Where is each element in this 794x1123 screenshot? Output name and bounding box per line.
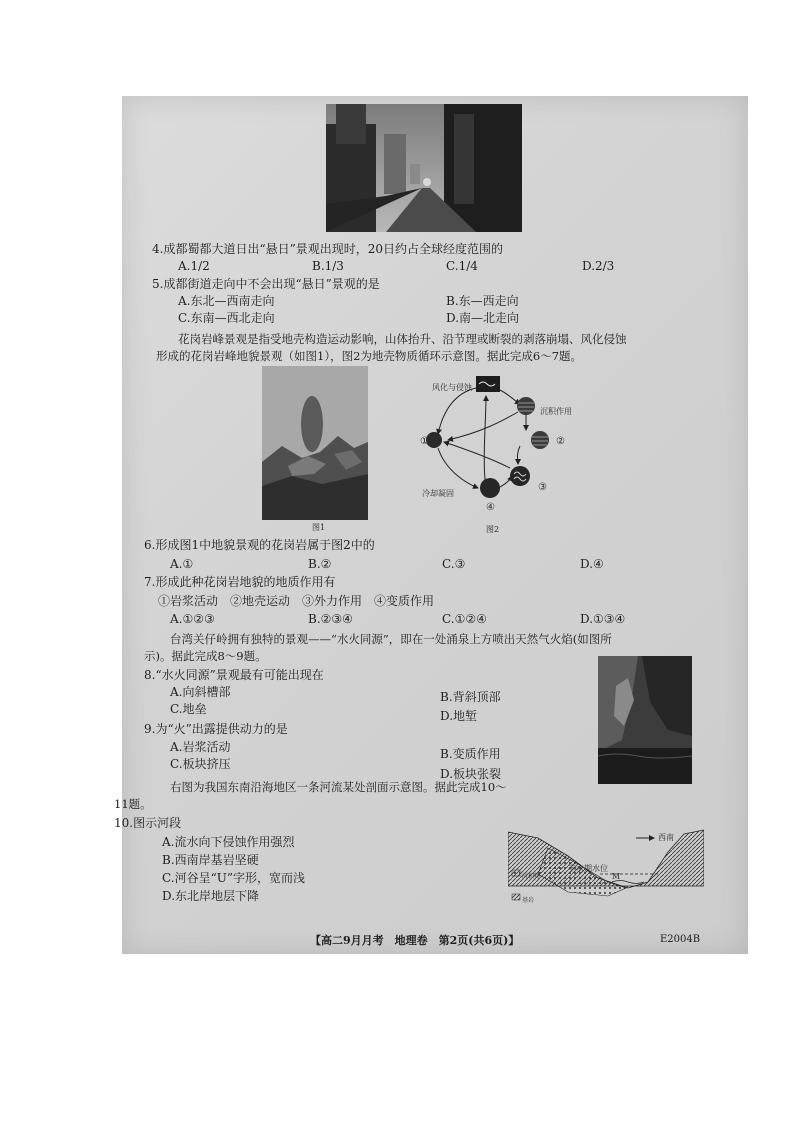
- figure2-label-cooling: 冷却凝固: [422, 489, 454, 498]
- q10-option-a: A.流水向下侵蚀作用强烈: [162, 835, 295, 849]
- q10-option-b: B.西南岸基岩坚硬: [162, 853, 259, 867]
- passage3-line1: 右图为我国东南沿海地区一条河流某处剖面示意图。据此完成10～: [170, 780, 507, 794]
- q9-option-a: A.岩浆活动: [170, 740, 231, 754]
- figure2-caption: 图2: [486, 525, 500, 534]
- q7-items: ①岩浆活动 ②地壳运动 ③外力作用 ④变质作用: [158, 594, 435, 608]
- q8-option-c: C.地垒: [170, 702, 207, 716]
- footer-code: E2004B: [660, 934, 701, 945]
- water-fire-image: [598, 656, 692, 784]
- exam-page: [114, 96, 748, 954]
- q6-option-d: D.④: [580, 557, 604, 571]
- q7-option-a: A.①②③: [170, 612, 215, 626]
- q7-stem: 7.形成此种花岗岩地貌的地质作用有: [144, 575, 336, 589]
- q5-stem: 5.成都街道走向中不会出现“悬日”景观的是: [152, 277, 380, 291]
- footer-page-info: 【高二9月月考 地理卷 第2页(共6页)】: [310, 934, 520, 947]
- q5-option-a: A.东北—西南走向: [178, 294, 275, 308]
- passage1-line2: 形成的花岗岩峰地貌景观（如图1），图2为地壳物质循环示意图。据此完成6～7题。: [156, 349, 583, 363]
- q6-stem: 6.形成图1中地貌景观的花岗岩属于图2中的: [144, 538, 375, 552]
- river-label-southwest: 西南: [658, 833, 674, 842]
- q10-stem: 10.图示河段: [114, 816, 182, 830]
- figure1-image: [262, 366, 368, 520]
- q8-option-a: A.向斜槽部: [170, 685, 231, 699]
- q5-option-c: C.东南—西北走向: [178, 311, 275, 325]
- passage2-line1: 台湾关仔岭拥有独特的景观——“水火同源”，即在一处涌泉上方喷出天然气火焰(如图所: [170, 632, 612, 646]
- water-fire-photo: [598, 656, 692, 784]
- q8-option-d: D.地堑: [440, 709, 478, 723]
- figure2-num-3: ③: [538, 482, 547, 493]
- q10-option-c: C.河谷呈“U”字形，宽而浅: [162, 871, 305, 885]
- figure2-svg: [416, 372, 576, 522]
- q7-option-c: C.①②④: [442, 612, 487, 626]
- figure2-num-4: ④: [486, 502, 495, 513]
- figure2-label-weathering: 风化与侵蚀: [432, 383, 472, 392]
- passage2-line2: 示)。据此完成8～9题。: [144, 649, 267, 663]
- street-photo-image: [326, 104, 522, 232]
- q10-option-d: D.东北岸地层下降: [162, 889, 260, 903]
- q5-option-d: D.南—北走向: [446, 311, 520, 325]
- q4-option-b: B.1/3: [312, 259, 344, 273]
- river-legend-sediment: 沉积物: [522, 873, 541, 880]
- q4-stem: 4.成都蜀都大道日出“悬日”景观出现时，20日约占全球经度范围的: [152, 242, 503, 256]
- q9-option-d: D.板块张裂: [440, 767, 502, 781]
- q4-option-d: D.2/3: [582, 259, 615, 273]
- q6-option-b: B.②: [308, 557, 332, 571]
- q6-option-c: C.③: [442, 557, 466, 571]
- q4-option-a: A.1/2: [178, 259, 210, 273]
- passage3-line2: 11题。: [114, 797, 152, 811]
- figure2-num-1: ①: [420, 436, 429, 447]
- q9-stem: 9.为“火”出露提供动力的是: [144, 722, 288, 736]
- river-label-water-level: 丰水期水位: [568, 864, 608, 873]
- q4-option-c: C.1/4: [446, 259, 478, 273]
- passage1-line1: 花岗岩峰景观是指受地壳构造运动影响，山体抬升、沿节理或断裂的剥落崩塌、风化侵蚀: [178, 332, 627, 346]
- figure2-diagram: [416, 372, 576, 522]
- figure1-caption: 图1: [312, 523, 326, 532]
- figure1-photo: [262, 366, 368, 520]
- q6-option-a: A.①: [170, 557, 194, 571]
- q7-option-b: B.②③④: [308, 612, 353, 626]
- figure2-label-deposition: 沉积作用: [540, 407, 572, 416]
- q7-option-d: D.①③④: [580, 612, 626, 626]
- river-legend-bedrock: 基岩: [522, 897, 535, 904]
- river-label-m: M: [612, 872, 621, 881]
- q9-option-b: B.变质作用: [440, 747, 501, 761]
- q5-option-b: B.东—西走向: [446, 294, 519, 308]
- q8-stem: 8.“水火同源”景观最有可能出现在: [144, 668, 324, 682]
- street-photo: [326, 104, 522, 232]
- figure2-num-2: ②: [556, 436, 565, 447]
- q8-option-b: B.背斜顶部: [440, 690, 501, 704]
- q9-option-c: C.板块挤压: [170, 757, 231, 771]
